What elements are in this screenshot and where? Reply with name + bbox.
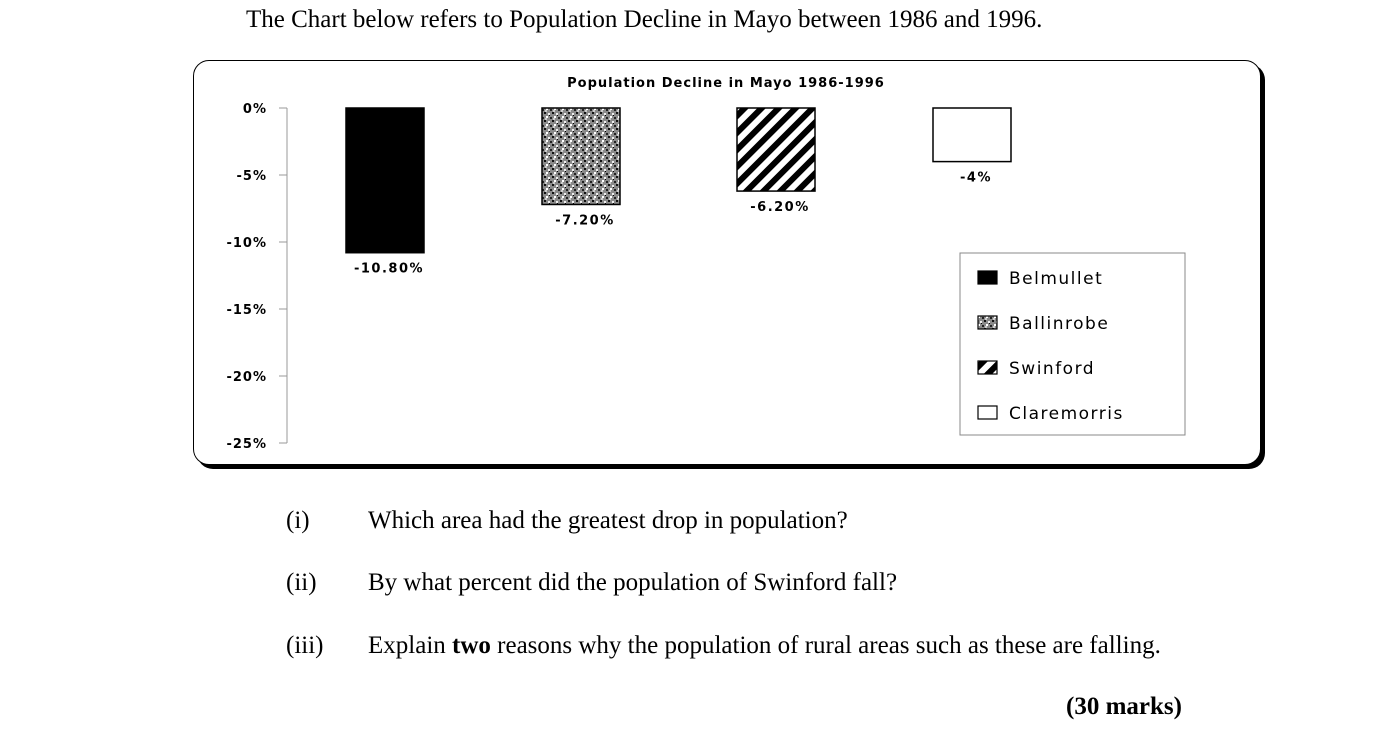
data-label-belmullet: -10.80% [353,261,425,277]
legend-label-ballinrobe: Ballinrobe [1009,314,1110,334]
marks-label: (30 marks) [1066,693,1182,720]
bar-belmullet [346,108,424,253]
legend-swatch-ballinrobe [978,316,997,329]
legend-label-claremorris: Claremorris [1009,404,1124,424]
data-label-swinford: -6.20% [750,200,810,216]
legend-label-swinford: Swinford [1009,359,1096,379]
legend-swatch-swinford [978,361,997,374]
question-3-pre: Explain [368,632,453,659]
question-3-post: reasons why the population of rural areas such as these are falling. [490,632,1161,659]
legend-swatch-claremorris [978,406,997,419]
y-tick-label: -10% [226,236,267,251]
question-3-text [368,632,1161,660]
question-2-text: By what percent did the population of Swinford fall? [368,569,898,596]
y-tick-label: -15% [226,303,267,318]
y-tick-label: -20% [226,370,267,385]
y-tick-label: -25% [226,437,267,452]
data-label-claremorris: -4% [960,170,992,186]
y-tick-label: -5% [236,169,267,184]
question-3-number: (iii) [286,632,324,659]
data-label-ballinrobe: -7.20% [555,213,615,229]
chart-title: Population Decline in Mayo 1986-1996 [567,76,885,91]
bar-ballinrobe [542,108,620,204]
question-3-bold: two [452,632,491,659]
bar-claremorris [933,108,1011,162]
intro-text: The Chart below refers to Population Decline in Mayo between 1986 and 1996. [246,6,1043,33]
question-1-number: (i) [286,507,310,534]
question-2-number: (ii) [286,569,317,596]
legend-label-belmullet: Belmullet [1009,269,1104,289]
bar-swinford [737,108,815,191]
legend-swatch-belmullet [978,271,997,284]
question-1-text: Which area had the greatest drop in population? [368,507,848,534]
y-tick-label: 0% [242,102,267,117]
